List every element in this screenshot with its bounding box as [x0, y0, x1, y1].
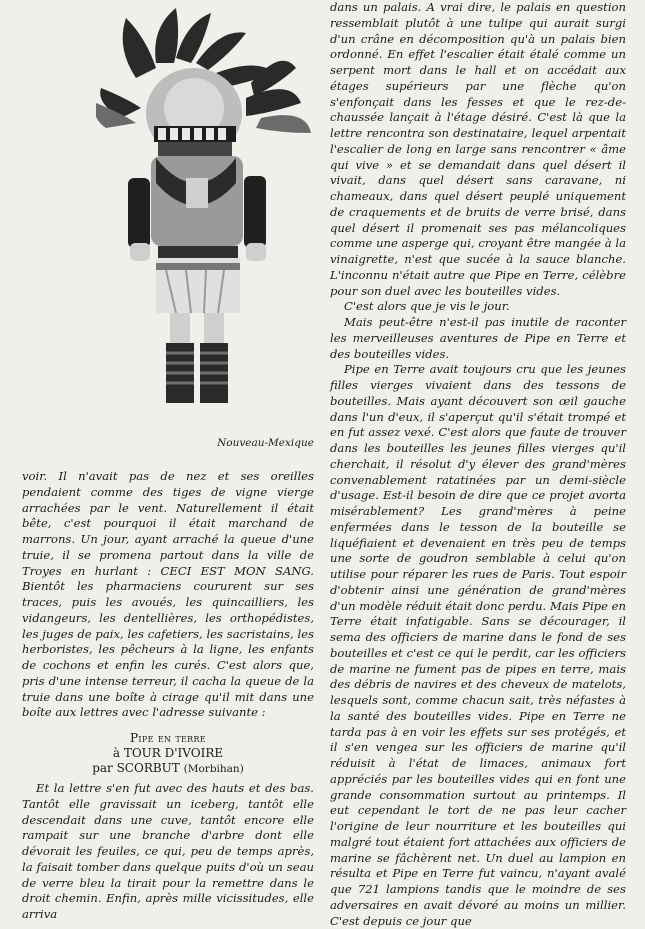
left-column	[22, 0, 314, 923]
figure	[22, 0, 314, 469]
left-paragraph-2: Et la lettre s'en fut avec des hauts et des bas. Tantôt elle gravissait un iceberg, tantôt elle descendait dans une cuve, tantôt encore elle rampait sur une branche d'arbre dont elle dévorait les feuiles, ce qui, peu de temps après, la faisait tomber dans quelque puits d'où un seau de verre bleu la tirait pour la remettre dans le droit chemin. Enfin, après mille vicissitudes, elle arriva	[22, 781, 314, 921]
address-line-3-suffix: (Morbihan)	[183, 763, 244, 775]
address-line-3-main: par SCORBUT	[92, 761, 180, 775]
right-paragraph-3: Mais peut-être n'est-il pas inutile de raconter les merveilleuses aventures de Pipe en Terre et des bouteilles vides.	[330, 315, 626, 361]
right-paragraph-1: dans un palais. A vrai dire, le palais en question ressemblait plutôt à une tulipe qui aurait surgi d'un crâne en décomposition qu'à un palais bien ordonné. En effet l'escalier était étalé comme un serpent mort dans le hall et on accédait aux étages supérieurs par une flèche qu'on s'enfonçait dans les fesses et que le rez-de-chaussée lançait à l'étage désiré. C'est là que la lettre rencontra son destinataire, lequel arpentait l'escalier de long en large sans rencontrer « âme qui vive » et se demandait dans quel désert il vivait, dans quel désert sans caravane, ni chameaux, dans quel désert peuplé uniquement de craquements et de bruits de verre brisé, dans quel désert il promenait ses pas mélancoliques comme une asperge qui, croyant être mangée à la vinaigrette, n'est que sucée à la sauce blanche. L'inconnu n'était autre que Pipe en Terre, célèbre pour son duel avec les bouteilles vides.	[330, 0, 626, 298]
left-paragraph-1: voir. Il n'avait pas de nez et ses oreilles pendaient comme des tiges de vigne vierge arrachées par le vent. Naturellement il était bête, c'est pourquoi il était marchand de marrons. Un jour, ayant arraché la queue d'une truie, il se promena partout dans la ville de Troyes en hurlant : CECI EST MON SANG. Bientôt les pharmaciens coururent sur ses traces, puis les avoués, les quincailliers, les vidangeurs, les dentellières, les orthopédistes, les juges de paix, les cafetiers, les sacristains, les herboristes, les pêcheurs à la ligne, les enfants de cochons et enfin les curés. C'est alors que, pris d'une intense terreur, il cacha la queue de la truie dans une boîte à cirage qu'il mit dans une boîte aux lettres avec l'adresse suivante :	[22, 469, 314, 720]
right-column	[330, 0, 626, 929]
kachina-doll-photo	[96, 8, 316, 426]
address-line-3	[22, 761, 314, 777]
right-paragraph-4: Pipe en Terre avait toujours cru que les jeunes filles vierges vivaient dans des tessons de bouteilles. Mais ayant découvert son œil gauche dans l'un d'eux, il s'aperçut qu'il s'était trompé et en fut assez vexé. C'est alors que faute de trouver dans les bouteilles les jeunes filles vierges qu'il cherchait, il résolut d'y élever des grand'mères convenablement ratatinées par un demi-siècle d'usage. Est-il besoin de dire que ce projet avorta misérablement? Les grand'mères à peine enfermées dans le tesson de la bouteille se liquéfiaient et devenaient en très peu de temps une sorte de goudron semblable à celui qu'on utilise pour réparer les rues de Paris. Tout espoir d'obtenir ainsi une génération de grand'mères d'un modèle réduit était donc perdu. Mais Pipe en Terre était infatigable. Sans se décourager, il sema des officiers de marine dans le fond de ses bouteilles et c'est ce qui le perdit, car les officiers de marine ne fument pas de pipes en terre, mais des débris de navires et des cheveux de matelots, lesquels sont, comme chacun sait, très néfastes à la santé des bouteilles vides. Pipe en Terre ne tarda pas à en voir les effets sur ses protégés, et il s'en vengea sur les officiers de marine qu'il réduisit à l'état de limaces, animaux fort appréciés par les bouteilles vides qui en font une grande consommation surtout au printemps. Il eut cependant le tort de ne pas leur cacher l'origine de leur nourriture et les bouteilles qui malgré tout étaient fort attachées aux officiers de marine se fâchèrent net. Un duel au lampion en résulta et Pipe en Terre fut vaincu, n'ayant avalé que 721 lampions tandis que le moindre de ses adversaires en avait dévoré au moins un millier. C'est depuis ce jour que	[330, 362, 626, 928]
address-block	[22, 731, 314, 777]
address-line-2: à TOUR D'IVOIRE	[112, 746, 224, 760]
figure-caption: Nouveau-Mexique	[217, 437, 314, 449]
right-paragraph-2: C'est alors que je vis le jour.	[344, 299, 510, 314]
address-line-1: Pipe en terre	[130, 731, 206, 745]
